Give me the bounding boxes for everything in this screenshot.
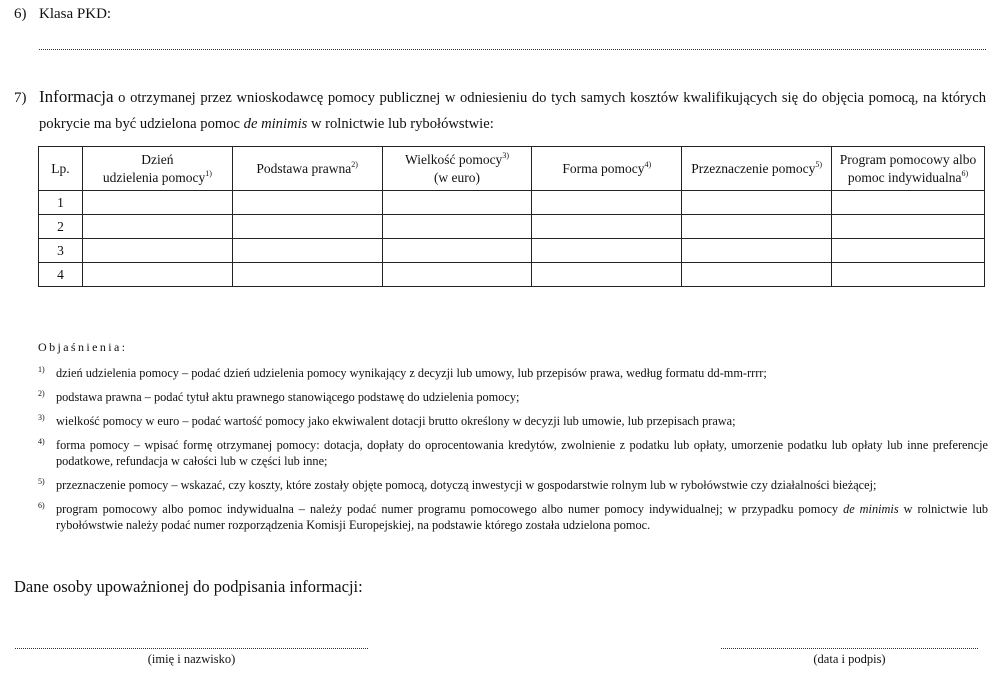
- table-header-row: [39, 147, 985, 191]
- note-mark: 4): [38, 437, 45, 446]
- note-mark: 6): [38, 501, 45, 510]
- cell-wielkosc[interactable]: [382, 191, 532, 215]
- cell-przeznaczenie[interactable]: [682, 263, 832, 287]
- cell-wielkosc[interactable]: [382, 263, 532, 287]
- note-mark: 1): [38, 365, 45, 374]
- cell-dzien[interactable]: [82, 263, 232, 287]
- cell-wielkosc[interactable]: [382, 239, 532, 263]
- cell-wielkosc[interactable]: [382, 215, 532, 239]
- header-forma: Forma pomocy$^{4)}$: [532, 147, 682, 191]
- table-row: [39, 215, 985, 239]
- pkd-class-field[interactable]: [39, 49, 986, 50]
- note-italic: de minimis: [843, 502, 899, 516]
- cell-podstawa[interactable]: [232, 239, 382, 263]
- cell-program[interactable]: [832, 191, 985, 215]
- cell-dzien[interactable]: [82, 239, 232, 263]
- cell-dzien[interactable]: [82, 215, 232, 239]
- date-signature-field[interactable]: [721, 648, 978, 649]
- cell-podstawa[interactable]: [232, 263, 382, 287]
- table-row: [39, 263, 985, 287]
- header-podstawa: Podstawa prawna$^{2)}$: [232, 147, 382, 191]
- notes-title: Objaśnienia:: [38, 340, 128, 354]
- section7-paragraph: [39, 84, 986, 137]
- note-mark: 2): [38, 389, 45, 398]
- cell-dzien[interactable]: [82, 191, 232, 215]
- section7-text-1: o otrzymanej przez wnioskodawcę pomocy publicznej w odniesieniu do tych samych kosztów kwalifikujących się do objęcia pomocą, na których pokrycie ma być udzielona pomoc: [39, 90, 986, 132]
- header-lp: Lp.: [39, 147, 83, 191]
- cell-program[interactable]: [832, 263, 985, 287]
- section7-number: 7): [14, 90, 27, 106]
- cell-lp: 1: [39, 191, 83, 215]
- cell-forma[interactable]: [532, 263, 682, 287]
- cell-forma[interactable]: [532, 215, 682, 239]
- section7-italic: de minimis: [243, 116, 308, 132]
- cell-lp: 3: [39, 239, 83, 263]
- name-field[interactable]: [15, 648, 368, 649]
- name-label: (imię i nazwisko): [147, 652, 236, 666]
- section7-lead: Informacja: [39, 87, 114, 106]
- cell-przeznaczenie[interactable]: [682, 239, 832, 263]
- note-mark: 3): [38, 413, 45, 422]
- header-przeznaczenie: Przeznaczenie pomocy$^{5)}$: [682, 147, 832, 191]
- section7-text-2: w rolnictwie lub rybołówstwie:: [307, 116, 494, 132]
- cell-program[interactable]: [832, 239, 985, 263]
- note-mark: 5): [38, 477, 45, 486]
- table-row: [39, 239, 985, 263]
- header-dzien: Dzień udzielenia pomocy$^{1)}$: [82, 147, 232, 191]
- note-text: przeznaczenie pomocy – wskazać, czy koszty, które zostały objęte pomocą, dotyczą inwestycji w gospodarstwie rolnym lub w rybołówstwie czy działalności bieżącej;: [56, 478, 877, 492]
- note-text: forma pomocy – wpisać formę otrzymanej pomocy: dotacja, dopłaty do oprocentowania kredytów, zwolnienie z podatku lub opłaty, umorzenie podatku lub opłaty lub inne preferencje podatkowe, refundacja w całości lub w części lub inne;: [56, 438, 988, 468]
- note-text: wielkość pomocy w euro – podać wartość pomocy jako ekwiwalent dotacji brutto określony w decyzji lub umowie, lub przepisach prawa;: [56, 414, 736, 428]
- cell-podstawa[interactable]: [232, 191, 382, 215]
- date-signature-label: (data i podpis): [813, 652, 886, 666]
- cell-forma[interactable]: [532, 191, 682, 215]
- header-wielkosc: Wielkość pomocy$^{3)}$ (w euro): [382, 147, 532, 191]
- cell-przeznaczenie[interactable]: [682, 215, 832, 239]
- cell-lp: 4: [39, 263, 83, 287]
- aid-table: [38, 146, 985, 287]
- cell-program[interactable]: [832, 215, 985, 239]
- cell-lp: 2: [39, 215, 83, 239]
- signature-title: Dane osoby upoważnionej do podpisania informacji:: [14, 577, 363, 596]
- table-row: [39, 191, 985, 215]
- cell-podstawa[interactable]: [232, 215, 382, 239]
- section6-label: Klasa PKD:: [39, 6, 112, 22]
- section6-number: 6): [14, 6, 27, 22]
- cell-forma[interactable]: [532, 239, 682, 263]
- header-program: Program pomocowy albo pomoc indywidualna$^{6)}$: [832, 147, 985, 191]
- note-text: program pomocowy albo pomoc indywidualna – należy podać numer programu pomocowego albo numer pomocy indywidualnej; w przypadku pomocy de minimis w rolnictwie lub rybołówstwie należy podać numer rozporządzenia Komisji Europejskiej, na podstawie którego została udzielona pomoc.: [56, 502, 989, 532]
- note-text: dzień udzielenia pomocy – podać dzień udzielenia pomocy wynikający z decyzji lub umowy, lub przepisów prawa, według formatu dd-mm-rrrr;: [56, 366, 767, 380]
- note-text: podstawa prawna – podać tytuł aktu prawnego stanowiącego podstawę do udzielenia pomocy;: [56, 390, 520, 404]
- cell-przeznaczenie[interactable]: [682, 191, 832, 215]
